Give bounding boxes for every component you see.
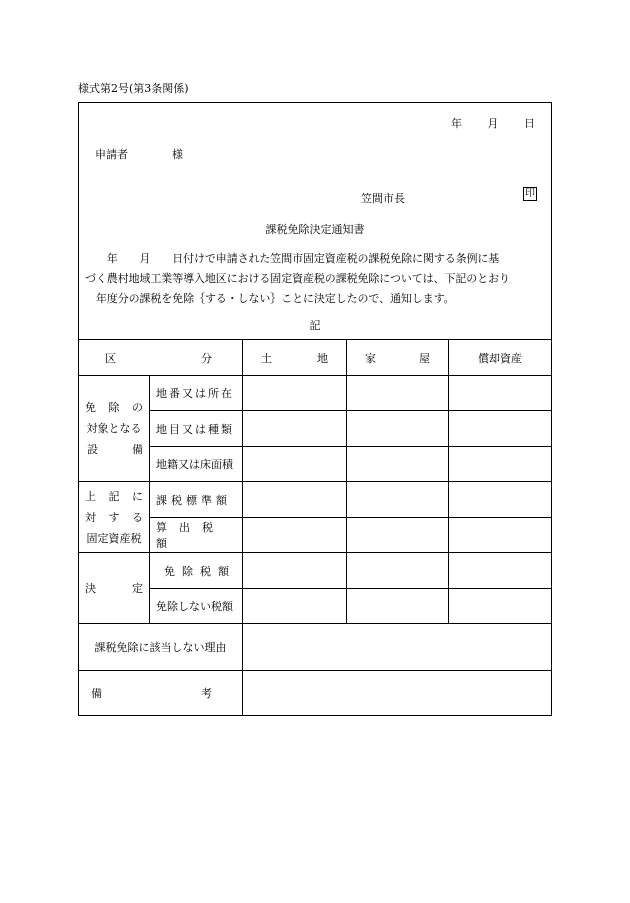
row-label-text: 課税標準額 (156, 493, 231, 507)
row-label-non-exempt-amount (150, 589, 242, 623)
row-label-text: 地籍又は床面積 (156, 458, 233, 471)
remarks-char: 備 (91, 687, 102, 700)
g2-char: す (108, 510, 120, 524)
body-line-1: 年 月 日付けで申請された笠間市固定資産税の課税免除に関する条例に基 (85, 252, 500, 265)
form-label: 様式第2号(第3条関係) (78, 82, 189, 95)
row-label-text: 免除しない税額 (156, 600, 233, 613)
row-label-floor-area (150, 447, 242, 481)
g2-text: 固定資産税 (86, 531, 142, 545)
group-fixed-asset-tax (79, 482, 149, 552)
g2-char: 対 (85, 510, 96, 524)
applicant-label: 申請者 (95, 148, 128, 161)
notice-form (78, 102, 552, 716)
col-line (448, 339, 449, 623)
group-exempt-facilities (79, 376, 149, 481)
row-label-text: 免除税額 (164, 564, 236, 578)
reason-label-text: 課税免除に該当しない理由 (94, 641, 227, 654)
g1-char: 免 (85, 401, 96, 414)
row-label-exempt-amount (150, 553, 242, 588)
row-label-text: 地目又は種類 (156, 422, 234, 436)
g1-text: 対象となる (86, 422, 142, 435)
g2-char: る (132, 510, 143, 524)
row-label-computed-tax (150, 518, 242, 552)
date-year: 年 (451, 117, 462, 130)
remarks-char: 考 (201, 687, 212, 700)
col-line (242, 339, 243, 715)
g1-char: 設 (87, 443, 98, 456)
header-kubun-a: 区 (105, 351, 116, 365)
applicant-honorific: 様 (172, 148, 183, 161)
document-title: 課税免除決定通知書 (265, 223, 365, 236)
date-day: 日 (524, 117, 535, 130)
date-month: 月 (487, 117, 499, 130)
ki-heading: 記 (309, 319, 321, 332)
row-label-land-category (150, 411, 242, 446)
row-label-text: 算出税額 (156, 521, 225, 550)
header-land-b: 地 (317, 351, 328, 365)
header-house-a: 家 (365, 351, 376, 365)
header-land (243, 340, 346, 375)
body-line-3: 年度分の課税を免除｛する・しない｝ことに決定したので、通知します。 (85, 292, 455, 305)
col-line (346, 339, 347, 623)
header-depreciable-label: 償却資産 (478, 351, 522, 365)
header-house-b: 屋 (419, 351, 430, 365)
row-label-text: 地番又は所在 (156, 387, 234, 400)
applicant-line (95, 146, 183, 162)
g1-char: 備 (132, 443, 143, 456)
date-line (429, 115, 535, 131)
header-house (347, 340, 448, 375)
g1-char: 除 (108, 401, 120, 414)
remarks-label (79, 671, 242, 715)
g2-char: 上 (85, 489, 96, 503)
seal-mark: 印 (525, 188, 535, 199)
body-text (85, 249, 547, 309)
group-decision (79, 553, 149, 623)
header-kubun-b: 分 (201, 351, 212, 365)
g2-char: 記 (108, 489, 120, 503)
reason-label (79, 624, 242, 670)
g3-char: 決 (85, 582, 96, 595)
header-land-a: 土 (261, 351, 272, 365)
g1-char: の (132, 401, 143, 414)
header-kubun (79, 340, 242, 375)
header-depreciable-assets (449, 340, 551, 375)
g3-char: 定 (132, 582, 143, 595)
mayor-name: 笠間市長 (361, 192, 405, 205)
g2-char: に (132, 489, 143, 503)
row-label-lot-number (150, 376, 242, 410)
row-label-tax-base (150, 482, 242, 517)
body-line-2: づく農村地域工業等導入地区における固定資産税の課税免除については、下記のとおり (85, 272, 510, 285)
